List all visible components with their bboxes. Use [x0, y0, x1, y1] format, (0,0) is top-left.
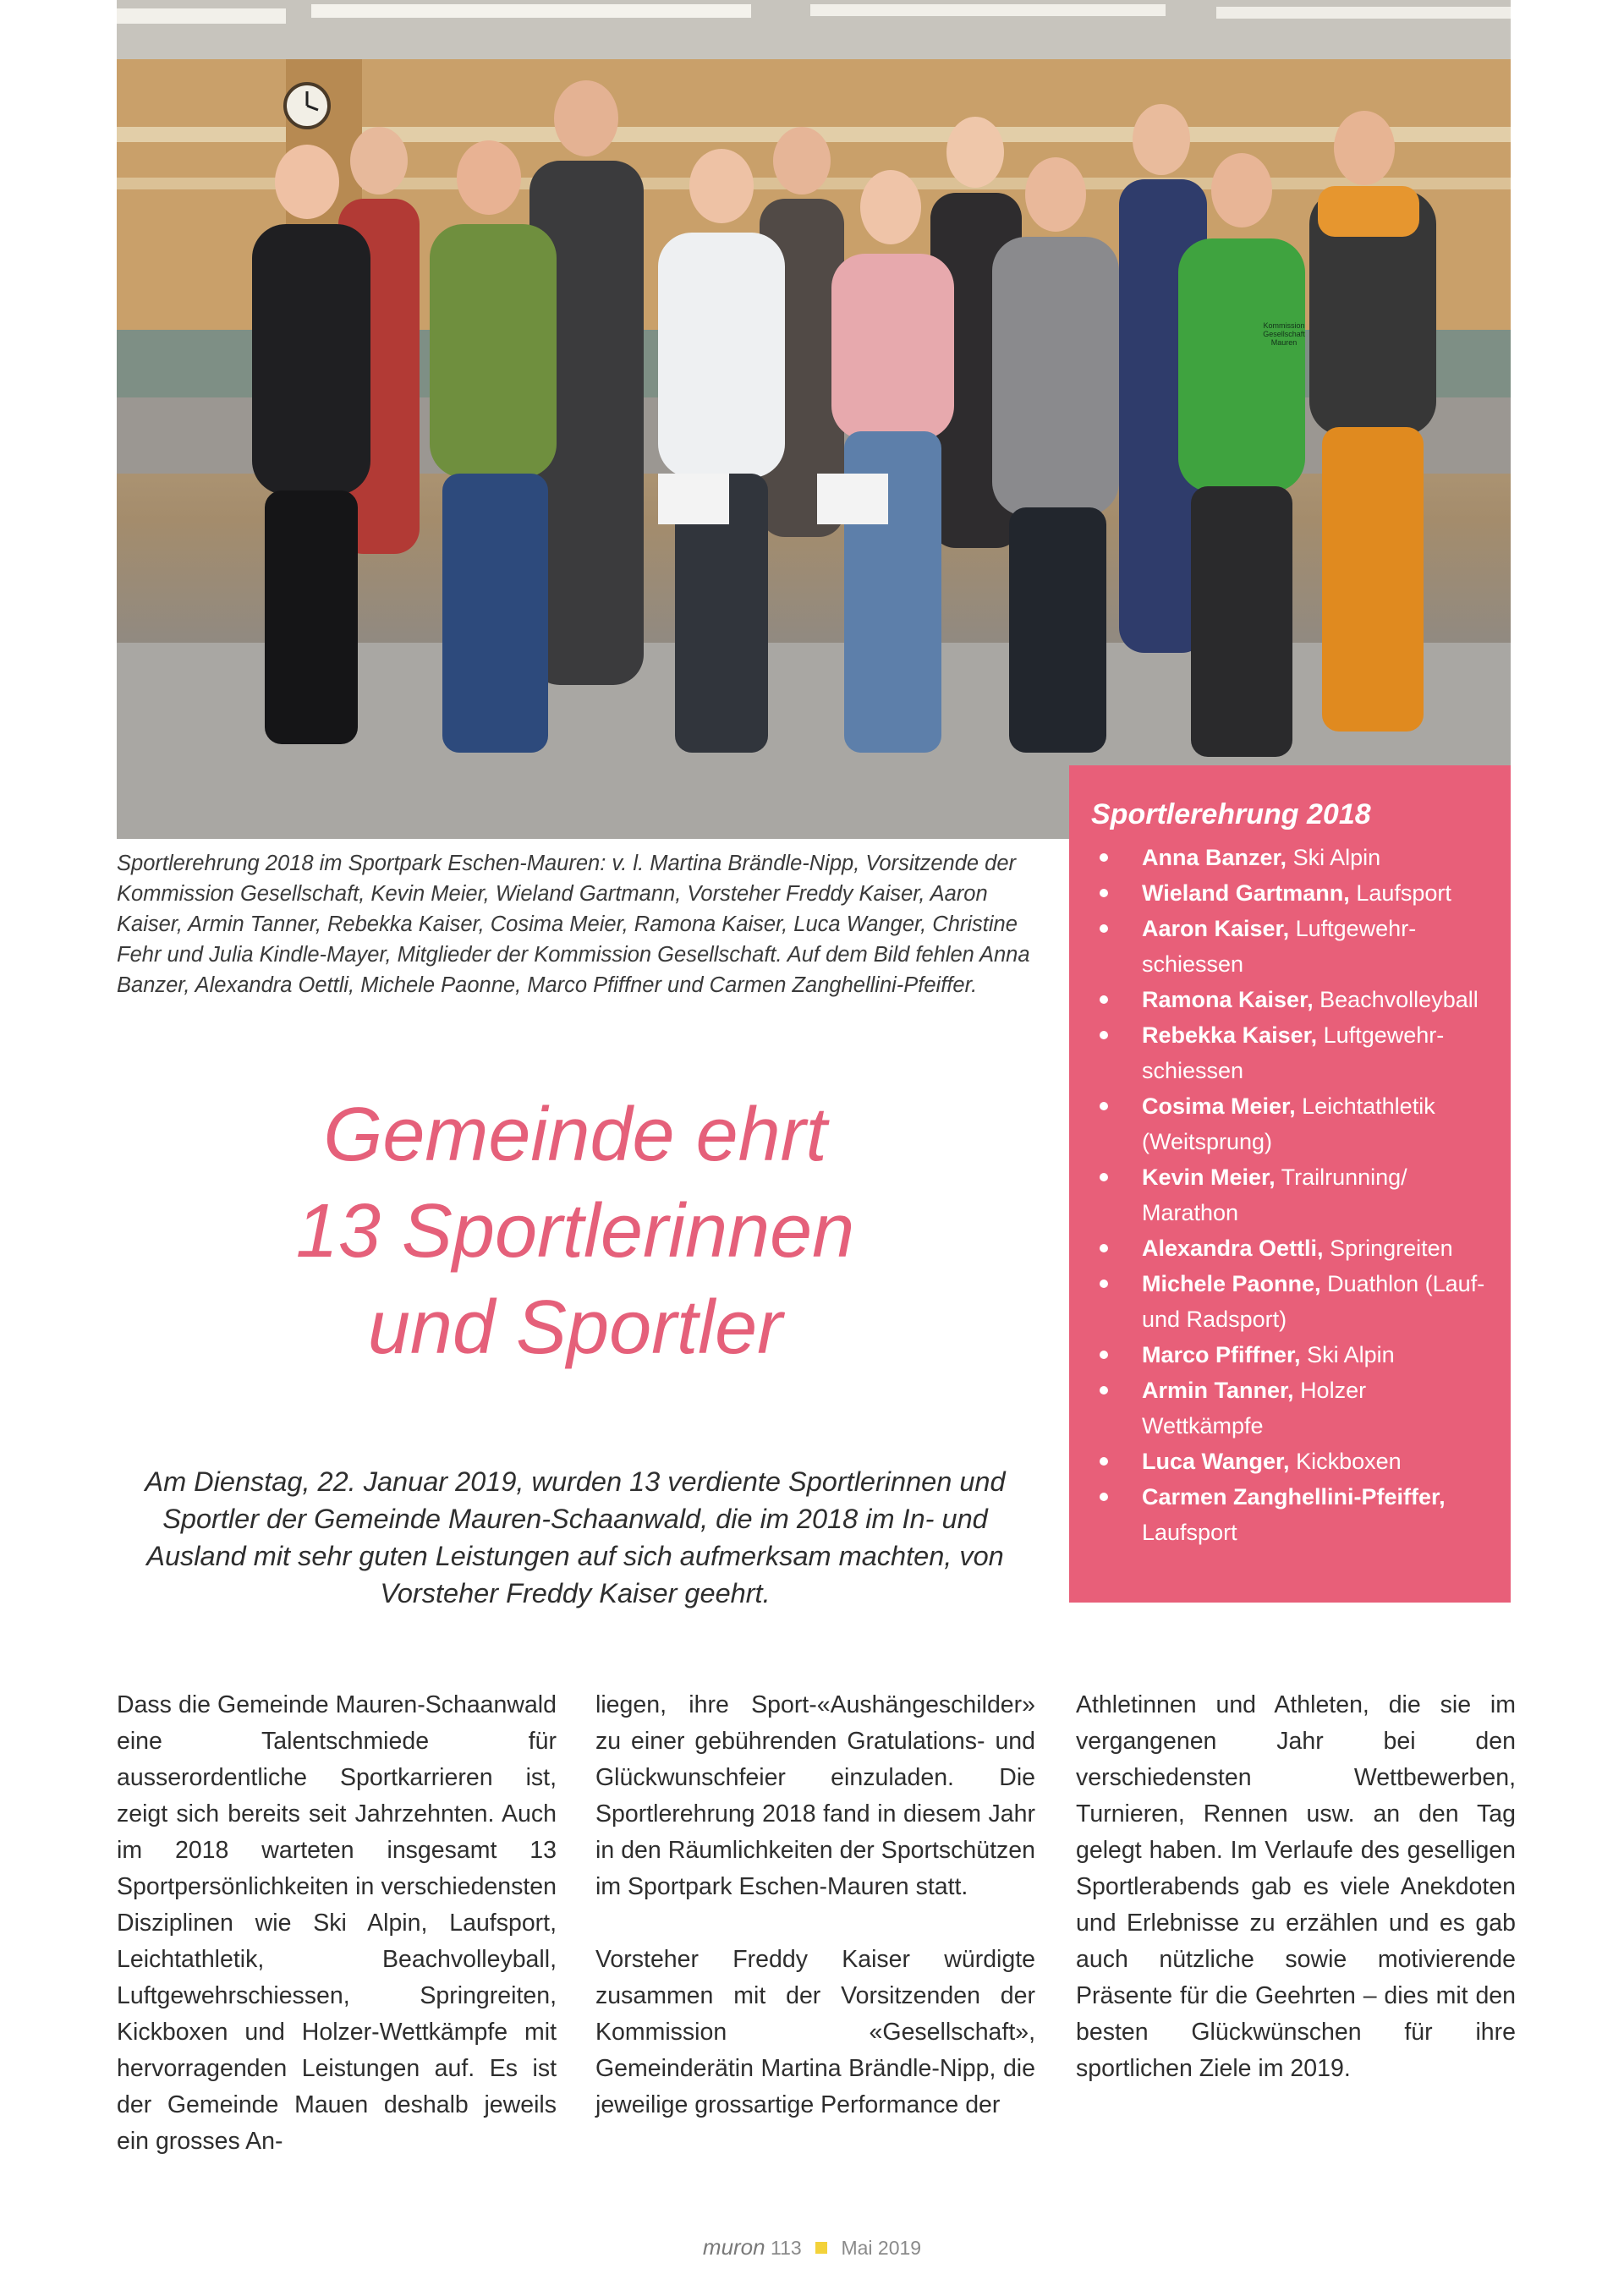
honoree-name: Ramona Kaiser,: [1142, 987, 1314, 1012]
list-item: [1091, 875, 1490, 911]
shirt-print-text: Kommission Gesellschaft Mauren: [1263, 321, 1305, 347]
list-item: [1091, 1337, 1490, 1373]
body-paragraph: liegen, ihre Sport-«Aushängeschilder» zu einer gebührenden Gratulations- und Glückwunschfeier einzuladen. Die Sportlerehrung 2018 fand in diesem Jahr in den Räumlichkeiten der Sportschützen im Sportpark Eschen-Mauren statt.: [595, 1691, 1035, 1900]
headline-line-3: und Sportler: [367, 1285, 783, 1370]
honoree-name: Carmen Zanghellini-Pfeiffer,: [1142, 1484, 1446, 1510]
honoree-discipline: Kickboxen: [1296, 1449, 1402, 1474]
group-photo-illustration: [117, 0, 1511, 839]
honoree-discipline: Duathlon (Lauf- und Radsport): [1142, 1271, 1485, 1332]
honoree-name: Aaron Kaiser,: [1142, 916, 1290, 941]
honorees-list: [1091, 840, 1490, 1550]
honoree-name: Armin Tanner,: [1142, 1378, 1294, 1403]
honoree-name: Rebekka Kaiser,: [1142, 1022, 1318, 1048]
headline-line-2: 13 Sportlerinnen: [295, 1189, 855, 1274]
list-item: [1091, 1088, 1490, 1159]
honoree-discipline: Leichtathletik (Weitsprung): [1142, 1093, 1435, 1154]
honoree-discipline: Luftgewehrschiessen: [1142, 1022, 1445, 1083]
honoree-name: Wieland Gartmann,: [1142, 880, 1350, 906]
honoree-name: Michele Paonne,: [1142, 1271, 1321, 1296]
honoree-name: Anna Banzer,: [1142, 845, 1287, 870]
headline-line-1: Gemeinde ehrt: [323, 1093, 827, 1177]
honorees-title: Sportlerehrung 2018: [1091, 798, 1371, 830]
honoree-discipline: Holzer Wettkämpfe: [1142, 1378, 1367, 1438]
list-item: [1091, 911, 1490, 982]
body-paragraph: Athletinnen und Athleten, die sie im vergangenen Jahr bei den verschiedensten Wettbewerben, Turnieren, Rennen usw. an den Tag gelegt haben. Im Verlaufe des geselligen Sportlerabends gab es viele Anekdoten und Erlebnisse zu erzählen und es gab auch nützliche sowie motivierende Präsente für die Geehrten – dies mit den besten Glückwünschen für ihre sportlichen Ziele im 2019.: [1076, 1691, 1516, 2082]
honoree-discipline: Beachvolleyball: [1320, 987, 1479, 1012]
honoree-discipline: Laufsport: [1142, 1520, 1237, 1545]
photo-caption: Sportlerehrung 2018 im Sportpark Eschen-Mauren: v. l. Martina Brändle-Nipp, Vorsitzende der Kommission Gesellschaft, Kevin Meier, Wieland Gartmann, Vorsteher Freddy Kaiser, Aaron Kaiser, Armin Tanner, Rebekka Kaiser, Cosima Meier, Ramona Kaiser, Luca Wanger, Christine Fehr und Julia Kindle-Mayer, Mitglieder der Kommission Gesellschaft. Auf dem Bild fehlen Anna Banzer, Alexandra Oettli, Michele Paonne, Marco Pfiffner und Carmen Zanghellini-Pfeiffer.: [117, 852, 1030, 997]
body-paragraph: Dass die Gemeinde Mauren-Schaanwald eine Talentschmiede für ausserordentliche Sportkarrieren ist, zeigt sich bereits seit Jahrzehnten. Auch im 2018 warteten insgesamt 13 Sportpersönlichkeiten in verschiedensten Disziplinen wie Ski Alpin, Laufsport, Leichtathletik, Beachvolleyball, Luftgewehrschiessen, Springreiten, Kickboxen und Holzer-Wettkämpfe mit hervorragenden Leistungen auf. Es ist der Gemeinde Mauen deshalb jeweils ein grosses An-: [117, 1691, 557, 2155]
article-headline: [118, 1087, 1032, 1376]
list-item: [1091, 840, 1490, 875]
magazine-brand: muron: [702, 2234, 765, 2260]
honoree-discipline: Trailrunning/ Marathon: [1142, 1164, 1407, 1225]
body-column-1: [117, 1687, 557, 2160]
list-item: [1091, 1266, 1490, 1337]
honoree-name: Cosima Meier,: [1142, 1093, 1296, 1119]
honoree-discipline: Ski Alpin: [1292, 845, 1381, 870]
list-item: [1091, 1444, 1490, 1479]
honoree-name: Marco Pfiffner,: [1142, 1342, 1301, 1367]
body-paragraph: Vorsteher Freddy Kaiser würdigte zusammen mit der Vorsitzenden der Kommission «Gesellschaft», Gemeinderätin Martina Brändle-Nipp, die jeweilige grossartige Performance der: [595, 1946, 1035, 2118]
group-photo: [117, 0, 1511, 839]
list-item: [1091, 982, 1490, 1017]
issue-number: 113: [771, 2237, 802, 2259]
list-item: [1091, 1479, 1490, 1550]
separator-square-icon: [815, 2242, 827, 2254]
article-lead: Am Dienstag, 22. Januar 2019, wurden 13 verdiente Sportlerinnen und Sportler der Gemeinde Mauren-Schaanwald, die im 2018 im In- und Ausland mit sehr guten Leistungen auf sich aufmerksam machten, von Vorsteher Freddy Kaiser geehrt.: [145, 1466, 1006, 1608]
body-column-2: [595, 1687, 1035, 2123]
honoree-name: Alexandra Oettli,: [1142, 1236, 1324, 1261]
list-item: [1091, 1230, 1490, 1266]
list-item: [1091, 1159, 1490, 1230]
page-footer: [0, 2234, 1624, 2260]
honoree-discipline: Springreiten: [1330, 1236, 1453, 1261]
honorees-box: [1069, 765, 1511, 1603]
list-item: [1091, 1017, 1490, 1088]
honoree-discipline: Luftgewehrschiessen: [1142, 916, 1417, 977]
body-column-3: [1076, 1687, 1516, 2087]
honoree-name: Luca Wanger,: [1142, 1449, 1290, 1474]
honoree-name: Kevin Meier,: [1142, 1164, 1276, 1190]
honoree-discipline: Laufsport: [1356, 880, 1451, 906]
list-item: [1091, 1373, 1490, 1444]
honoree-discipline: Ski Alpin: [1307, 1342, 1395, 1367]
issue-date: Mai 2019: [841, 2237, 922, 2259]
